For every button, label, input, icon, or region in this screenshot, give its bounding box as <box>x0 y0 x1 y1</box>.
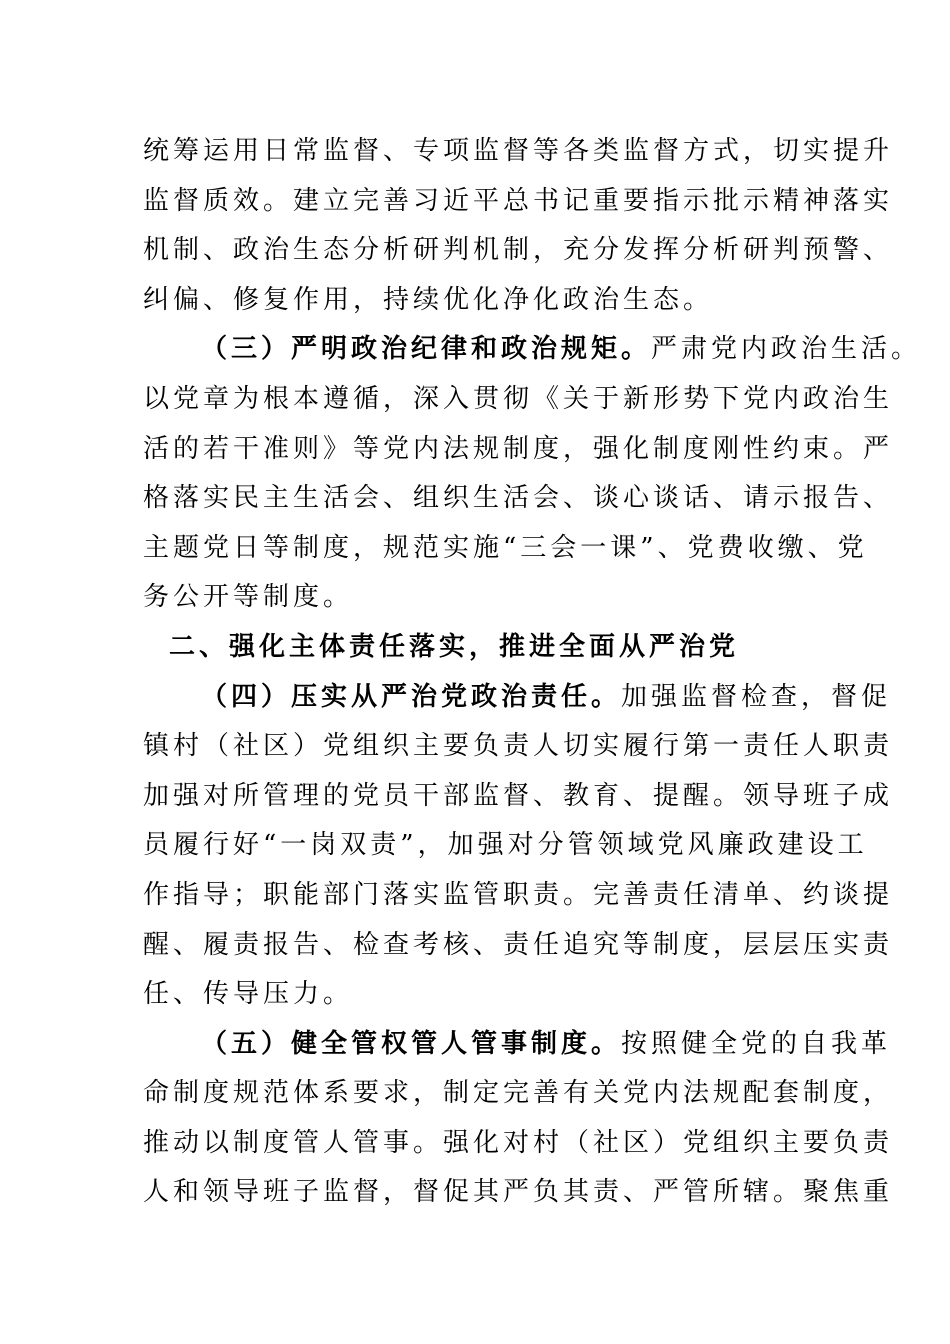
paragraph-4-heading: （四）压实从严治党政治责任。 <box>201 681 622 712</box>
text-line: 主题党日等制度，规范实施“三会一课”、党费收缴、党 <box>143 532 868 563</box>
paragraph-4-text: 加强监督检查，督促 <box>621 681 892 712</box>
text-line: 纠偏、修复作用，持续优化净化政治生态。 <box>143 284 714 315</box>
section-heading: 二、强化主体责任落实，推进全面从严治党 <box>169 631 740 662</box>
text-line: 统筹运用日常监督、专项监督等各类监督方式，切实提升 <box>143 136 894 166</box>
paragraph-3-first-line <box>143 325 922 375</box>
text-line: 员履行好“一岗双责”，加强对分管领域党风廉政建设工 <box>143 830 868 861</box>
text-line: 镇村（社区）党组织主要负责人切实履行第一责任人职责 <box>143 731 894 762</box>
text-line: 格落实民主生活会、组织生活会、谈心谈话、请示报告、 <box>143 483 894 514</box>
text-line: 务公开等制度。 <box>143 582 354 613</box>
paragraph-3-text: 严肃党内政治生活。 <box>651 334 922 365</box>
text-line: 命制度规范体系要求，制定完善有关党内法规配套制度， <box>143 1078 894 1109</box>
text-line: 推动以制度管人管事。强化对村（社区）党组织主要负责 <box>143 1127 894 1158</box>
text-line: 活的若干准则》等党内法规制度，强化制度刚性约束。严 <box>143 433 894 464</box>
text-line: 任、传导压力。 <box>143 979 354 1010</box>
paragraph-3-heading: （三）严明政治纪律和政治规矩。 <box>201 334 652 365</box>
paragraph-4-first-line <box>143 673 892 723</box>
text-line: 作指导；职能部门落实监管职责。完善责任清单、约谈提 <box>143 879 894 910</box>
text-line: 以党章为根本遵循，深入贯彻《关于新形势下党内政治生 <box>143 383 894 414</box>
text-line: 人和领导班子监督，督促其严负其责、严管所辖。聚焦重 <box>143 1177 894 1208</box>
text-line: 机制、政治生态分析研判机制，充分发挥分析研判预警、 <box>143 235 894 266</box>
paragraph-5-first-line <box>143 1020 892 1070</box>
text-line: 加强对所管理的党员干部监督、教育、提醒。领导班子成 <box>143 780 894 811</box>
paragraph-5-text: 按照健全党的自我革 <box>621 1028 892 1059</box>
document-body <box>143 127 922 1218</box>
text-line: 监督质效。建立完善习近平总书记重要指示批示精神落实 <box>143 185 894 216</box>
paragraph-5-heading: （五）健全管权管人管事制度。 <box>201 1028 622 1059</box>
text-line: 醒、履责报告、检查考核、责任追究等制度，层层压实责 <box>143 929 894 960</box>
